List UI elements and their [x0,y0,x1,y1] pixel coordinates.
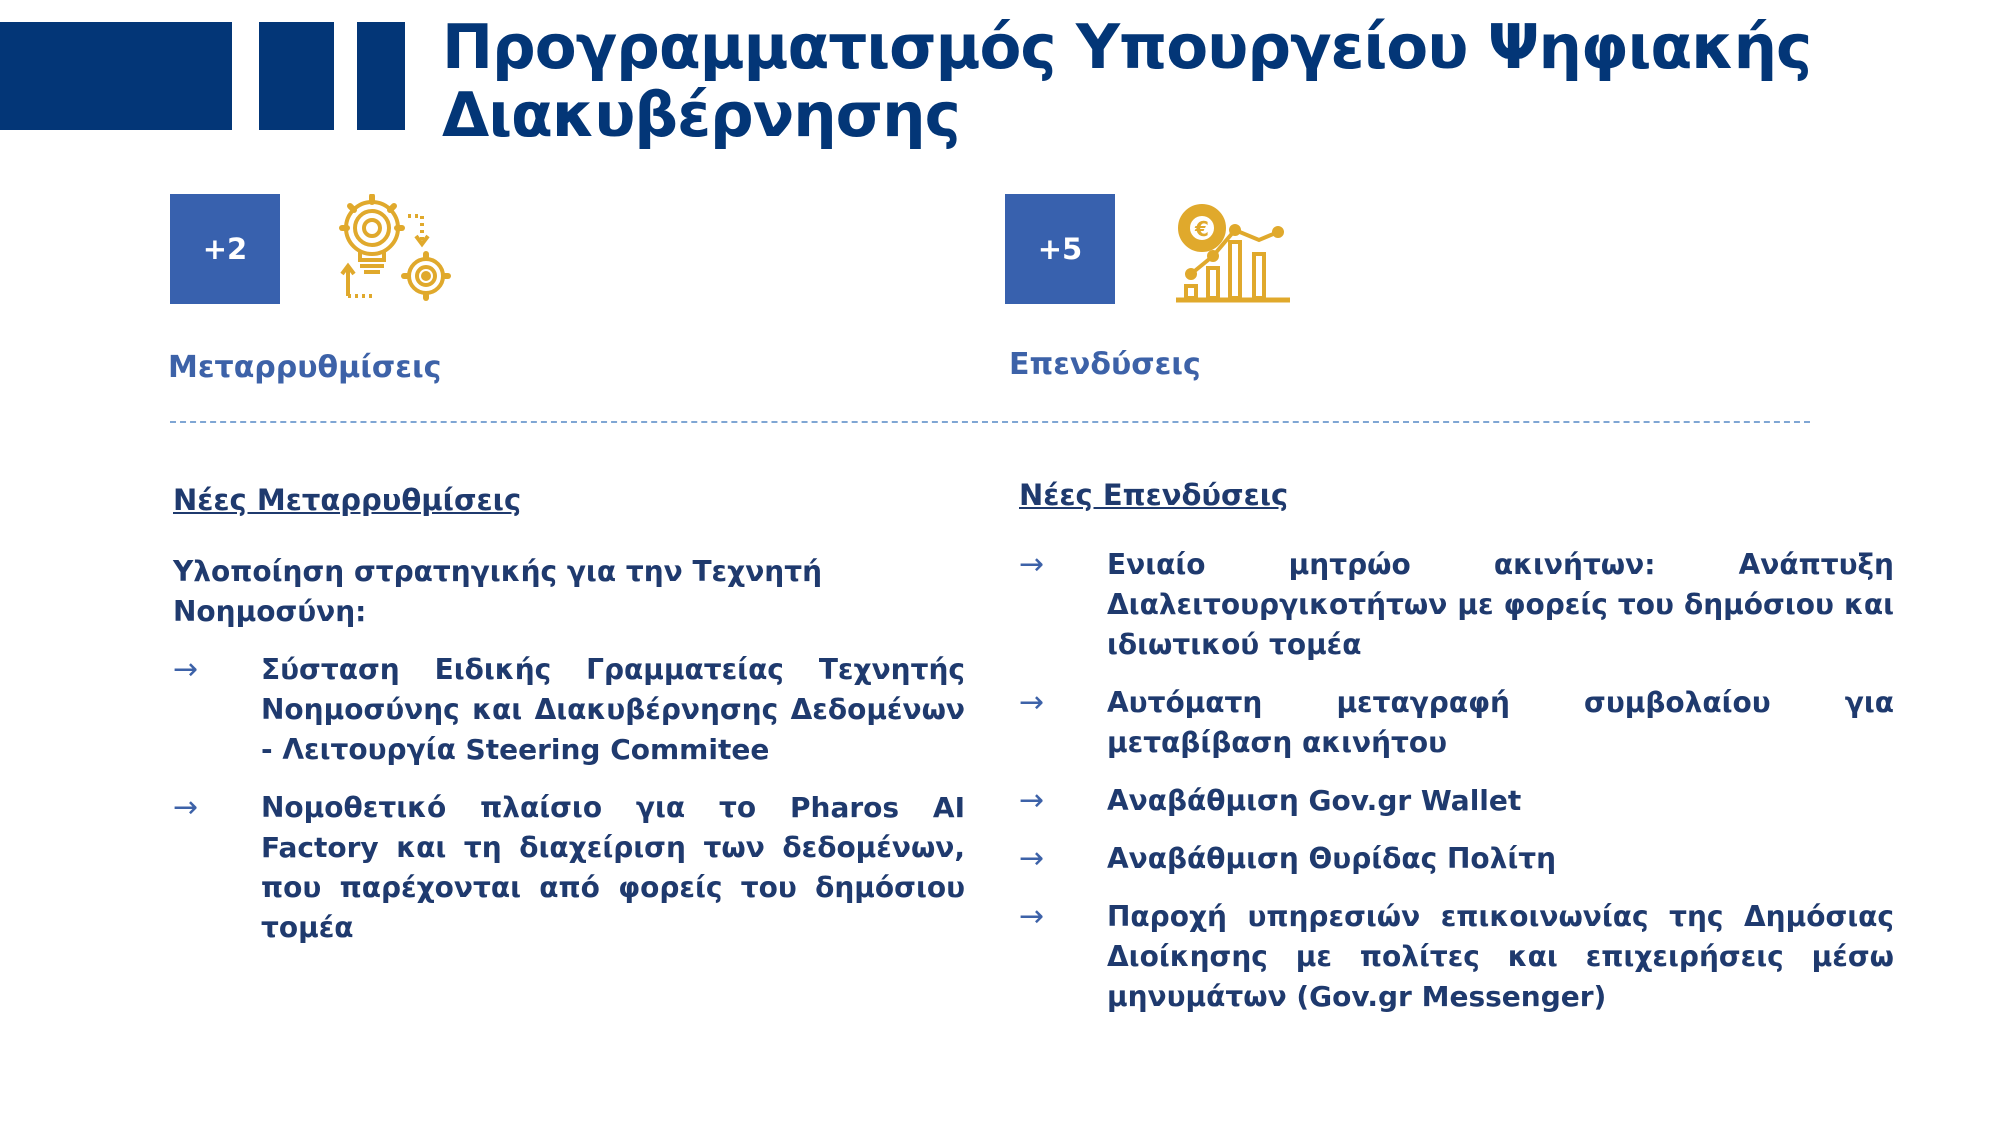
reforms-heading: Νέες Μεταρρυθμίσεις [173,483,522,517]
investment-item-text: Αναβάθμιση Θυρίδας Πολίτη [1107,842,1557,875]
investments-heading: Νέες Επενδύσεις [1019,478,1289,512]
investments-count-badge: +5 [1005,194,1115,304]
investments-column [1019,475,1894,1017]
euro-growth-chart-icon [1172,200,1294,304]
list-item [1019,897,1894,1017]
header-bar-middle [259,22,334,130]
arrow-right-icon: → [1019,547,1045,582]
header-bar-wide [0,22,232,130]
investments-category-label: Επενδύσεις [1009,347,1201,382]
reform-item-text: Νομοθετικό πλαίσιο για το Pharos AI Factory και τη διαχείριση των δεδομένων, που παρέχονται από φορείς του δημόσιου τομέα [261,791,965,944]
header-bar-narrow [357,22,405,130]
investment-item-text: Αυτόματη μεταγραφή συμβολαίου για μεταβίβαση ακινήτου [1107,686,1894,759]
arrow-right-icon: → [173,652,199,687]
list-item [173,788,965,948]
reforms-column [173,480,965,948]
list-item [1019,545,1894,665]
arrow-right-icon: → [1019,783,1045,818]
reforms-category-label: Μεταρρυθμίσεις [168,350,442,385]
arrow-right-icon: → [173,790,199,825]
list-item [1019,781,1894,821]
list-item [1019,683,1894,763]
investment-item-text: Αναβάθμιση Gov.gr Wallet [1107,784,1522,817]
arrow-right-icon: → [1019,841,1045,876]
reform-item-text: Σύσταση Ειδικής Γραμματείας Τεχνητής Νοημοσύνης και Διακυβέρνησης Δεδομένων - Λειτουργία Steering Commitee [261,653,965,766]
page-title: Προγραμματισμός Υπουργείου Ψηφιακής Διακυβέρνησης [442,12,1812,151]
section-divider [170,421,1810,423]
lightbulb-gears-icon [338,194,456,304]
svg-text:€: € [1195,217,1209,241]
reforms-count-badge: +2 [170,194,280,304]
arrow-right-icon: → [1019,685,1045,720]
list-item [1019,839,1894,879]
arrow-right-icon: → [1019,899,1045,934]
reforms-intro: Υλοποίηση στρατηγικής για την Τεχνητή Νοημοσύνη: [173,555,823,628]
investment-item-text: Παροχή υπηρεσιών επικοινωνίας της Δημόσιας Διοίκησης με πολίτες και επιχειρήσεις μέσω μηνυμάτων (Gov.gr Messenger) [1107,900,1894,1013]
list-item [173,650,965,770]
investment-item-text: Ενιαίο μητρώο ακινήτων: Ανάπτυξη Διαλειτουργικοτήτων με φορείς του δημόσιου και ιδιωτικού τομέα [1107,548,1894,661]
